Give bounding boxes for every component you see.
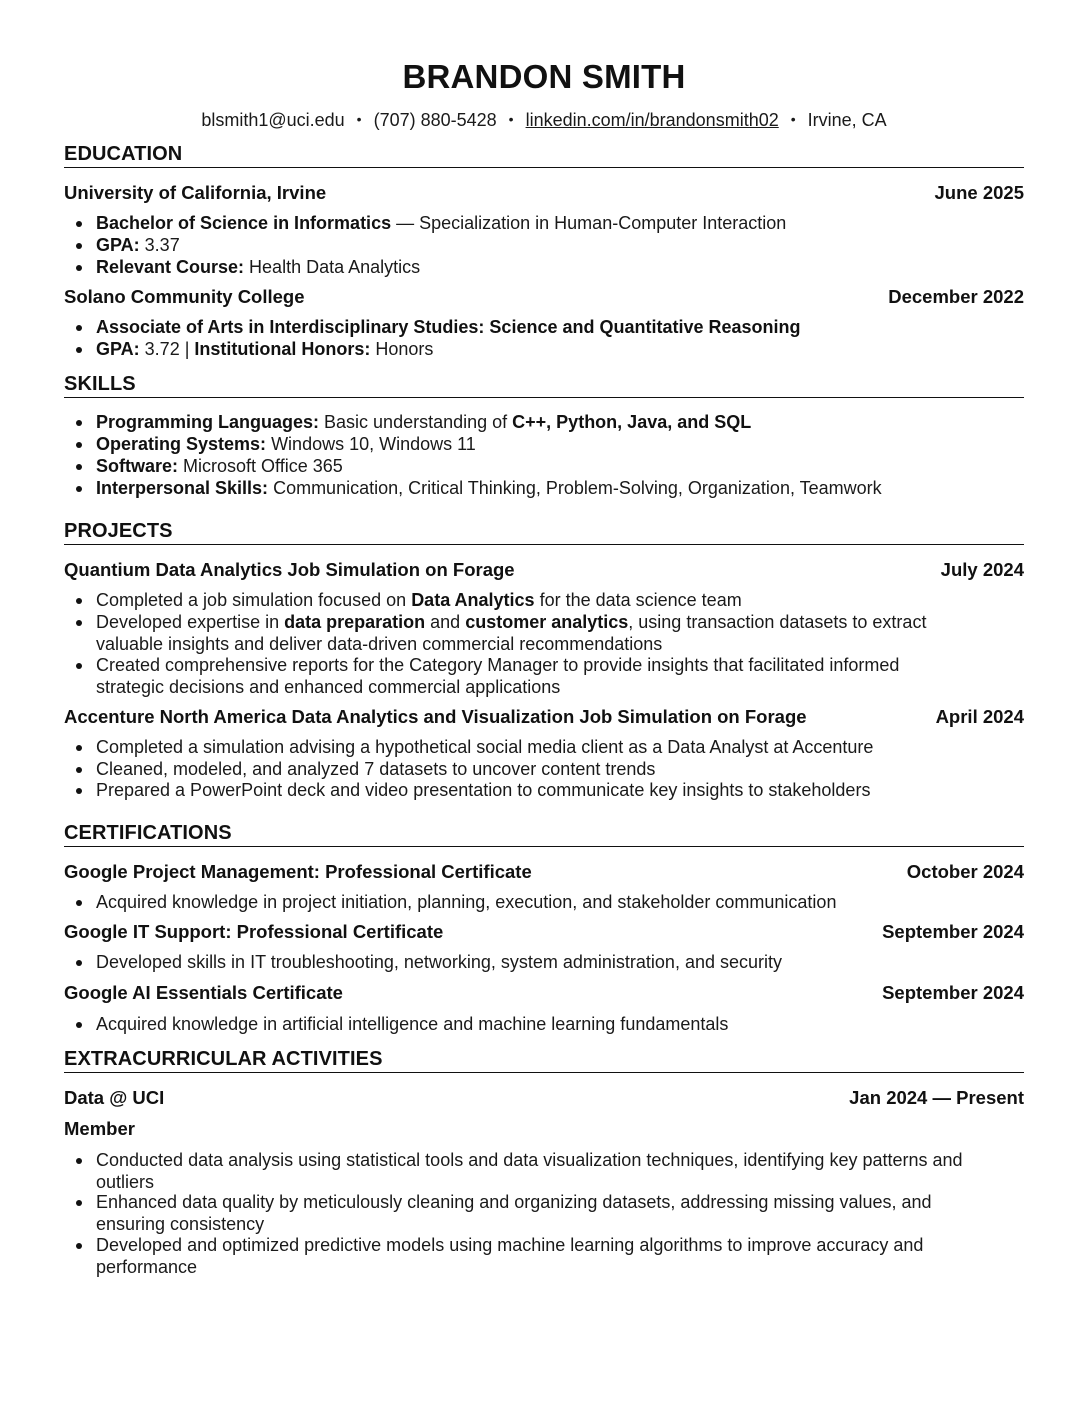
project-name: Quantium Data Analytics Job Simulation on Forage [64, 559, 515, 580]
gpa-value: 3.72 | [139, 339, 195, 359]
list-item: Completed a simulation advising a hypothetical social media client as a Data Analyst at Accenture [96, 737, 996, 759]
section-divider [64, 167, 1024, 168]
list-item [96, 612, 956, 655]
degree-detail: — Specialization in Human-Computer Interaction [391, 213, 787, 233]
bullet-text: Developed expertise in [96, 612, 285, 632]
gpa-label: GPA: [96, 235, 140, 255]
certificate-name: Google IT Support: Professional Certificate [64, 921, 444, 942]
list-item [96, 590, 996, 612]
skill-value: Communication, Critical Thinking, Problem-Solving, Organization, Teamwork [268, 478, 882, 498]
degree-label: Bachelor of Science in Informatics [96, 213, 392, 233]
location-text: Irvine, CA [807, 110, 887, 130]
list-item: Developed skills in IT troubleshooting, networking, system administration, and security [96, 952, 996, 974]
skill-value: Windows 10, Windows 11 [266, 434, 476, 454]
honors-value: Honors [370, 339, 434, 359]
email-text: blsmith1@uci.edu [201, 110, 345, 130]
list-item: Cleaned, modeled, and analyzed 7 datasets to uncover content trends [96, 759, 996, 781]
list-item [96, 257, 996, 279]
project-name: Accenture North America Data Analytics and Visualization Job Simulation on Forage [64, 706, 807, 727]
section-divider [64, 1072, 1024, 1073]
section-title-education: EDUCATION [64, 143, 183, 165]
list-item [96, 339, 996, 361]
separator-dot: • [508, 111, 514, 127]
list-item: Conducted data analysis using statistical tools and data visualization techniques, identifying key patterns and outliers [96, 1150, 976, 1193]
graduation-date: December 2022 [888, 286, 1024, 307]
section-divider [64, 397, 1024, 398]
course-value: Health Data Analytics [244, 257, 421, 277]
skill-label: Programming Languages: [96, 412, 320, 432]
list-item [96, 235, 996, 257]
degree-label: Associate of Arts in Interdisciplinary Studies: Science and Quantitative Reasoning [96, 317, 801, 337]
list-item: Acquired knowledge in artificial intelligence and machine learning fundamentals [96, 1014, 996, 1036]
section-title-certifications: CERTIFICATIONS [64, 822, 232, 844]
phone-text: (707) 880-5428 [373, 110, 497, 130]
gpa-value: 3.37 [139, 235, 180, 255]
list-item [96, 213, 996, 235]
graduation-date: June 2025 [934, 182, 1024, 203]
section-divider [64, 544, 1024, 545]
organization-name: Data @ UCI [64, 1087, 165, 1108]
list-item: Enhanced data quality by meticulously cleaning and organizing datasets, addressing missing values, and ensuring consistency [96, 1192, 996, 1235]
course-label: Relevant Course: [96, 257, 245, 277]
role-title: Member [64, 1118, 135, 1139]
list-item [96, 456, 996, 478]
list-item: Created comprehensive reports for the Category Manager to provide insights that facilitated informed strategic decisions and enhanced commercial applications [96, 655, 926, 698]
bullet-text: Completed a job simulation focused on [96, 590, 412, 610]
separator-dot: • [356, 111, 362, 127]
certificate-name: Google AI Essentials Certificate [64, 982, 343, 1003]
skill-value: Basic understanding of [319, 412, 513, 432]
candidate-name: BRANDON SMITH [402, 58, 686, 95]
bullet-text: , using transaction datasets to extract valuable insights and deliver data-driven commercial recommendations [96, 612, 927, 654]
skill-label: Operating Systems: [96, 434, 267, 454]
section-title-skills: SKILLS [64, 373, 136, 395]
list-item: Developed and optimized predictive models using machine learning algorithms to improve accuracy and performance [96, 1235, 996, 1278]
honors-label: Institutional Honors: [194, 339, 371, 359]
bullet-highlight: customer analytics [465, 612, 629, 632]
list-item: Acquired knowledge in project initiation, planning, execution, and stakeholder communication [96, 892, 996, 914]
skill-label: Software: [96, 456, 179, 476]
separator-dot: • [790, 111, 796, 127]
project-date: April 2024 [935, 706, 1024, 727]
contact-line [0, 110, 1088, 131]
bullet-text: and [425, 612, 466, 632]
bullet-text: for the data science team [534, 590, 742, 610]
certificate-date: September 2024 [882, 982, 1024, 1003]
bullet-highlight: Data Analytics [411, 590, 535, 610]
project-date: July 2024 [940, 559, 1024, 580]
section-title-projects: PROJECTS [64, 520, 173, 542]
list-item [96, 412, 996, 434]
section-title-extracurricular: EXTRACURRICULAR ACTIVITIES [64, 1048, 383, 1070]
list-item [96, 434, 996, 456]
list-item [96, 478, 996, 500]
skill-value: Microsoft Office 365 [178, 456, 343, 476]
certificate-date: September 2024 [882, 921, 1024, 942]
activity-date: Jan 2024 — Present [849, 1087, 1024, 1108]
certificate-name: Google Project Management: Professional Certificate [64, 861, 532, 882]
school-name: Solano Community College [64, 286, 305, 307]
linkedin-link[interactable]: linkedin.com/in/brandonsmith02 [525, 110, 779, 130]
certificate-date: October 2024 [906, 861, 1024, 882]
bullet-highlight: data preparation [284, 612, 426, 632]
skill-label: Interpersonal Skills: [96, 478, 269, 498]
section-divider [64, 846, 1024, 847]
skill-highlight: C++, Python, Java, and SQL [512, 412, 752, 432]
gpa-label: GPA: [96, 339, 140, 359]
school-name: University of California, Irvine [64, 182, 327, 203]
list-item: Prepared a PowerPoint deck and video presentation to communicate key insights to stakeholders [96, 780, 996, 802]
list-item [96, 317, 996, 339]
